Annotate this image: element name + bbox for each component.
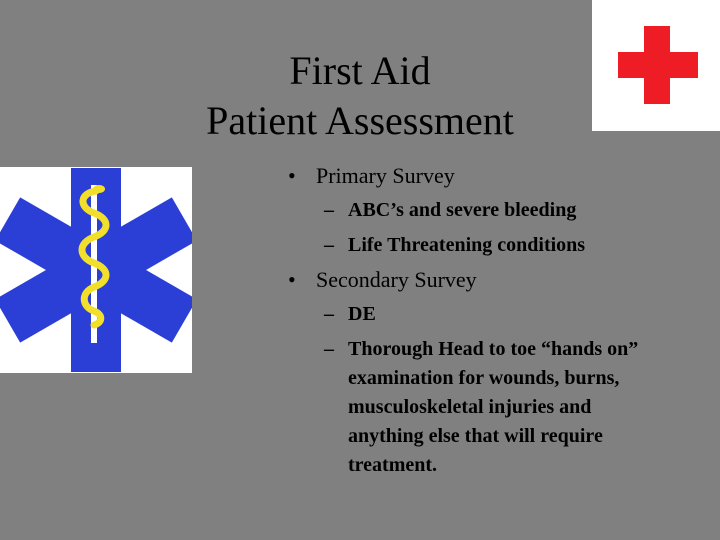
red-cross-image [592,0,720,131]
title-line-2: Patient Assessment [206,98,514,143]
star-of-life-image [0,167,192,373]
bullet-secondary-survey: • Secondary Survey [284,266,704,294]
slide-title [150,46,570,146]
sub-bullet-de: – DE [284,300,704,329]
sub-bullet-life-threatening: – Life Threatening conditions [284,231,704,260]
sub-bullet-head-to-toe: – Thorough Head to toe “hands on” examination for wounds, burns, musculoskeletal injuries and anything else that will require treatment. [284,335,668,480]
red-cross-icon [592,0,720,131]
sub-bullet-abc: – ABC’s and severe bleeding [284,196,704,225]
bullet-list [284,162,704,486]
title-line-1: First Aid [289,48,431,93]
bullet-primary-survey: • Primary Survey [284,162,704,190]
star-of-life-icon [0,167,192,373]
